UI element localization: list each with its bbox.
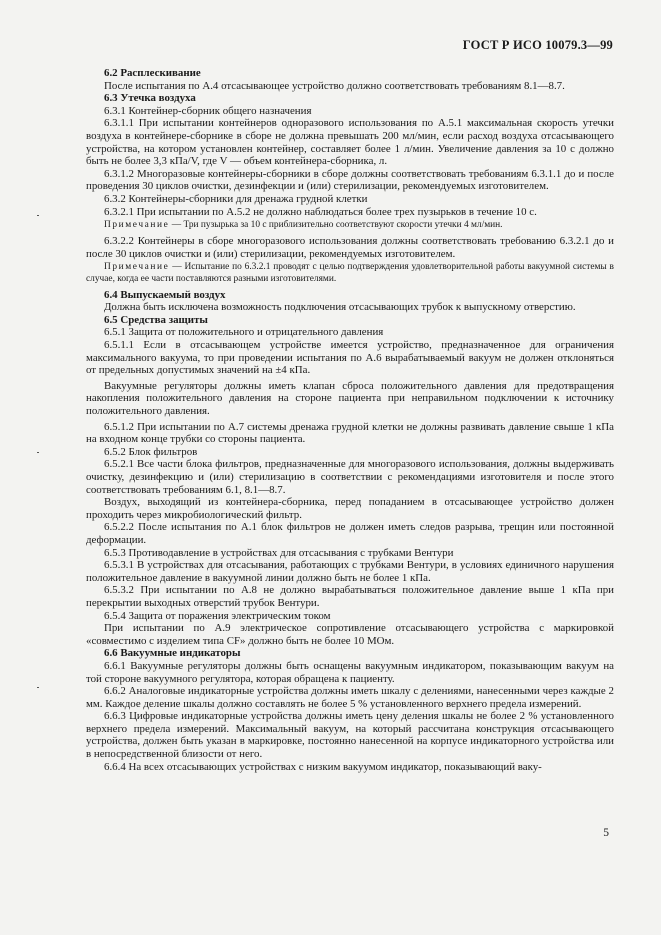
- paragraph: 6.5.3.1 В устройствах для отсасывания, работающих с трубками Вентури, в условиях единичного нарушения положительное давление в вакуумной линии должно быть не более 1 кПа.: [86, 559, 614, 584]
- paragraph: 6.6.4 На всех отсасывающих устройствах с низким вакуумом индикатор, показывающий ваку-: [104, 760, 542, 773]
- page-number: 5: [603, 827, 609, 839]
- paragraph: 6.3.2.1 При испытании по А.5.2 не должно наблюдаться более трех пузырьков в течение 10 с.: [104, 205, 537, 218]
- scan-mark: [37, 215, 39, 216]
- paragraph: 6.6.3 Цифровые индикаторные устройства должны иметь цену деления шкалы не более 2 % установленного верхнего предела измерений. Максимальный вакуум, на который рассчитана конструкция отсасывающего устройства, должен быть указан в маркировке, постоянно нанесенной на корпусе индикаторного устройства или в непосредственной близости от него.: [86, 710, 614, 761]
- paragraph: При испытании по А.9 электрическое сопротивление отсасывающего устройства с маркировкой «совместимо с изделием типа CF» должно быть не более 10 МОм.: [86, 622, 614, 647]
- document-header: ГОСТ Р ИСО 10079.3—99: [462, 38, 613, 52]
- paragraph: Воздух, выходящий из контейнера-сборника, перед попаданием в отсасывающее устройство должен проходить через микробиологический фильтр.: [86, 496, 614, 521]
- paragraph: 6.5.2.2 После испытания по А.1 блок фильтров не должен иметь следов разрыва, трещин или постоянной деформации.: [86, 521, 614, 546]
- document-body: [86, 67, 614, 773]
- paragraph: 6.3.2.2 Контейнеры в сборе многоразового использования должны соответствовать требованию 6.3.2.1 до и после 30 циклов очистки и (или) стерилизации, рекомендуемых изготовителем.: [86, 234, 614, 260]
- paragraph: 6.5.1 Защита от положительного и отрицательного давления: [104, 326, 384, 339]
- section-heading: 6.3 Утечка воздуха: [104, 92, 196, 105]
- paragraph: 6.5.4 Защита от поражения электрическим током: [104, 609, 331, 622]
- paragraph: 6.5.1.1 Если в отсасывающем устройстве имеется устройство, предназначенное для ограничения максимального вакуума, то при проведении испытания по А.6 вырабатываемый вакуум не должен отклоняться от предельных допустимых значений на ±4 кПа.: [86, 339, 614, 377]
- note: [86, 262, 614, 286]
- paragraph: Должна быть исключена возможность подключения отсасывающих трубок к выпускному отверстию.: [104, 301, 576, 314]
- paragraph: Вакуумные регуляторы должны иметь клапан сброса положительного давления для предотвращения накопления положительного давления на стороне пациента при неправильном подключении к источнику положительного давления.: [86, 379, 614, 418]
- section-heading: 6.6 Вакуумные индикаторы: [104, 647, 241, 660]
- note-label: Примечание: [104, 220, 170, 231]
- paragraph: 6.6.1 Вакуумные регуляторы должны быть оснащены вакуумным индикатором, показывающим вакуум на той стороне вакуумного регулятора, которая обращена к пациенту.: [86, 659, 614, 685]
- scan-mark: [37, 452, 39, 453]
- paragraph: 6.3.1.1 При испытании контейнеров одноразового использования по А.5.1 максимальная скорость утечки воздуха в контейнере-сборнике в сборе не должна превышать 200 мл/мин, если расход воздуха отсасывающего устройства, на котором установлен контейнер, составляет более 1 л/мин. Увеличение давления за 10 с должно быть не более 3,3 кПа/V, где V — объем контейнера-сборника, л.: [86, 117, 614, 168]
- paragraph: 6.5.2.1 Все части блока фильтров, предназначенные для многоразового использования, должны выдерживать очистку, дезинфекцию и (или) стерилизацию в соответствии с рекомендациями изготовителя и после этого соответствовать требованиям 6.1, 8.1—8.7.: [86, 458, 614, 496]
- paragraph: 6.6.2 Аналоговые индикаторные устройства должны иметь шкалу с делениями, нанесенными через каждые 2 мм. Каждое деление шкалы должно составлять не более 5 % установленного верхнего предела измерений.: [86, 685, 614, 710]
- paragraph: 6.3.2 Контейнеры-сборники для дренажа грудной клетки: [104, 192, 368, 205]
- scan-mark: [37, 687, 39, 688]
- paragraph: 6.5.1.2 При испытании по А.7 системы дренажа грудной клетки не должны развивать давление свыше 1 кПа на входном конце трубки со стороны пациента.: [86, 420, 614, 446]
- section-heading: 6.5 Средства защиты: [104, 313, 208, 326]
- section-heading: 6.2 Расплескивание: [104, 67, 201, 79]
- note-text: — Испытание по 6.3.2.1 проводят с целью подтверждения удовлетворительной работы вакуумной системы в случае, когда ее части поставляются разными изготовителями.: [86, 262, 614, 284]
- paragraph: 6.5.3.2 При испытании по А.8 не должно вырабатываться положительное давление выше 1 кПа при перекрытии выходных отверстий трубок Вентури.: [86, 584, 614, 609]
- paragraph: 6.3.1.2 Многоразовые контейнеры-сборники в сборе должны соответствовать требованиям 6.3.1.1 до и после проведения 30 циклов очистки, дезинфекции и (или) стерилизации, рекомендуемых изготовителем.: [86, 167, 614, 193]
- paragraph: 6.5.3 Противодавление в устройствах для отсасывания с трубками Вентури: [104, 546, 454, 559]
- note-text: — Три пузырька за 10 с приблизительно соответствуют скорости утечки 4 мл/мин.: [169, 220, 503, 231]
- note-label: Примечание: [104, 262, 170, 273]
- note: [86, 220, 614, 232]
- paragraph: 6.3.1 Контейнер-сборник общего назначения: [104, 104, 312, 117]
- paragraph: 6.5.2 Блок фильтров: [104, 445, 198, 458]
- section-heading: 6.4 Выпускаемый воздух: [104, 288, 226, 301]
- paragraph: После испытания по А.4 отсасывающее устройство должно соответствовать требованиям 8.1—8.7.: [104, 79, 565, 92]
